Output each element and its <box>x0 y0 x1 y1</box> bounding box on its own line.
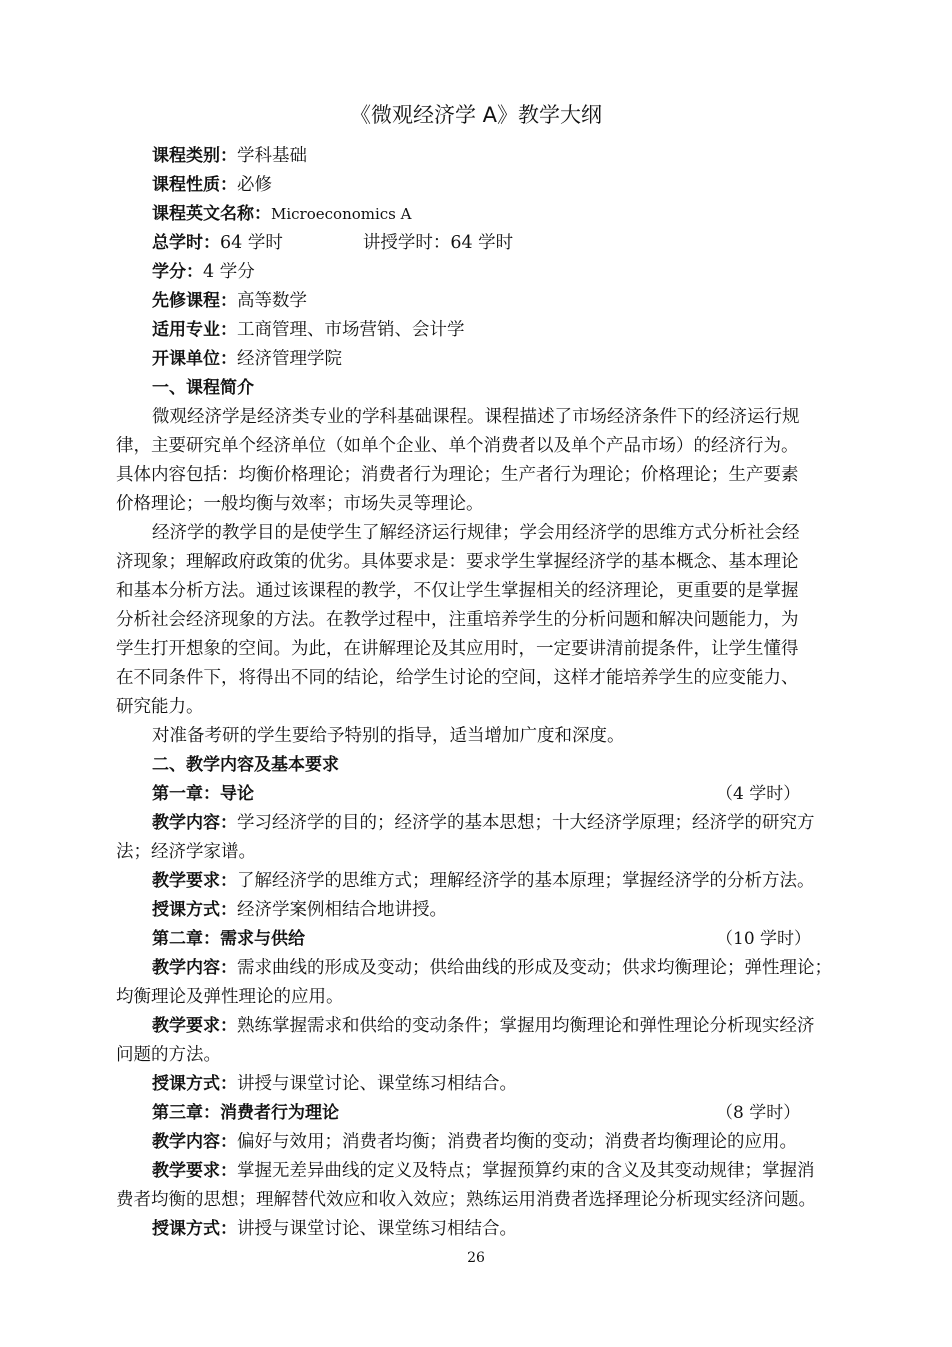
meta-hours: 总学时：64 学时 讲授学时：64 学时 <box>152 233 514 253</box>
chapter2-method: 授课方式：讲授与课堂讨论、课堂练习相结合。 <box>152 1074 517 1094</box>
chapter3-title: 第三章：消费者行为理论 <box>152 1103 339 1123</box>
chapter3-method: 授课方式：讲授与课堂讨论、课堂练习相结合。 <box>152 1219 517 1239</box>
section1-p3: 对准备考研的学生要给予特别的指导，适当增加广度和深度。 <box>152 726 625 746</box>
chapter1-hours: （4 学时） <box>716 784 801 804</box>
chapter2-require-cont: 问题的方法。 <box>116 1045 221 1065</box>
section1-p1-line: 具体内容包括：均衡价格理论；消费者行为理论；生产者行为理论；价格理论；生产要素 <box>116 465 799 485</box>
chapter1-content-cont: 法；经济学家谱。 <box>116 842 256 862</box>
chapter1-content: 教学内容：学习经济学的目的；经济学的基本思想；十大经济学原理；经济学的研究方 <box>152 813 815 833</box>
chapter1-method: 授课方式：经济学案例相结合地讲授。 <box>152 900 447 920</box>
meta-credits: 学分：4 学分 <box>152 262 255 282</box>
chapter3-hours: （8 学时） <box>716 1103 801 1123</box>
chapter2-content-cont: 均衡理论及弹性理论的应用。 <box>116 987 344 1007</box>
section1-p2-line: 和基本分析方法。通过该课程的教学，不仅让学生掌握相关的经济理论，更重要的是掌握 <box>116 581 799 601</box>
section1-p1-line: 价格理论；一般均衡与效率；市场失灵等理论。 <box>116 494 484 514</box>
chapter1-require: 教学要求：了解经济学的思维方式；理解经济学的基本原理；掌握经济学的分析方法。 <box>152 871 815 891</box>
chapter1-title: 第一章：导论 <box>152 784 254 804</box>
meta-major: 适用专业：工商管理、市场营销、会计学 <box>152 320 465 340</box>
section2-heading: 二、教学内容及基本要求 <box>152 755 339 775</box>
meta-category: 课程类别：学科基础 <box>152 146 307 166</box>
chapter3-require-cont: 费者均衡的思想；理解替代效应和收入效应；熟练运用消费者选择理论分析现实经济问题。 <box>116 1190 816 1210</box>
meta-english-name: 课程英文名称：Microeconomics A <box>152 204 412 224</box>
chapter1-title-row <box>116 780 882 809</box>
section1-p1-line: 微观经济学是经济类专业的学科基础课程。课程描述了市场经济条件下的经济运行规 <box>152 407 800 427</box>
section1-heading: 一、课程简介 <box>152 378 254 398</box>
chapter2-content: 教学内容：需求曲线的形成及变动；供给曲线的形成及变动；供求均衡理论；弹性理论； <box>152 958 832 978</box>
section1-p2-line: 研究能力。 <box>116 697 204 717</box>
chapter2-hours: （10 学时） <box>716 929 812 949</box>
chapter2-title: 第二章：需求与供给 <box>152 929 305 949</box>
section1-p1-line: 律，主要研究单个经济单位（如单个企业、单个消费者以及单个产品市场）的经济行为。 <box>116 436 799 456</box>
chapter3-require: 教学要求：掌握无差异曲线的定义及特点；掌握预算约束的含义及其变动规律；掌握消 <box>152 1161 815 1181</box>
chapter2-require: 教学要求：熟练掌握需求和供给的变动条件；掌握用均衡理论和弹性理论分析现实经济 <box>152 1016 815 1036</box>
meta-unit: 开课单位：经济管理学院 <box>152 349 342 369</box>
section1-p2-line: 经济学的教学目的是使学生了解经济运行规律；学会用经济学的思维方式分析社会经 <box>152 523 800 543</box>
page-number: 26 <box>467 1250 485 1266</box>
meta-nature: 课程性质：必修 <box>152 175 272 195</box>
document-body <box>116 142 882 1244</box>
section1-p2-line: 济现象；理解政府政策的优劣。具体要求是：要求学生掌握经济学的基本概念、基本理论 <box>116 552 799 572</box>
chapter2-title-row <box>116 925 882 954</box>
meta-prerequisite: 先修课程：高等数学 <box>152 291 307 311</box>
chapter3-content: 教学内容：偏好与效用；消费者均衡；消费者均衡的变动；消费者均衡理论的应用。 <box>152 1132 797 1152</box>
document-title: 《微观经济学 A》教学大纲 <box>349 103 603 127</box>
section1-p2-line: 学生打开想象的空间。为此，在讲解理论及其应用时，一定要讲清前提条件，让学生懂得 <box>116 639 799 659</box>
section1-p2-line: 在不同条件下，将得出不同的结论，给学生讨论的空间，这样才能培养学生的应变能力、 <box>116 668 799 688</box>
meta-lecture-hours: 讲授学时：64 学时 <box>362 233 514 253</box>
section1-p2-line: 分析社会经济现象的方法。在教学过程中，注重培养学生的分析问题和解决问题能力，为 <box>116 610 799 630</box>
chapter3-title-row <box>116 1099 882 1128</box>
